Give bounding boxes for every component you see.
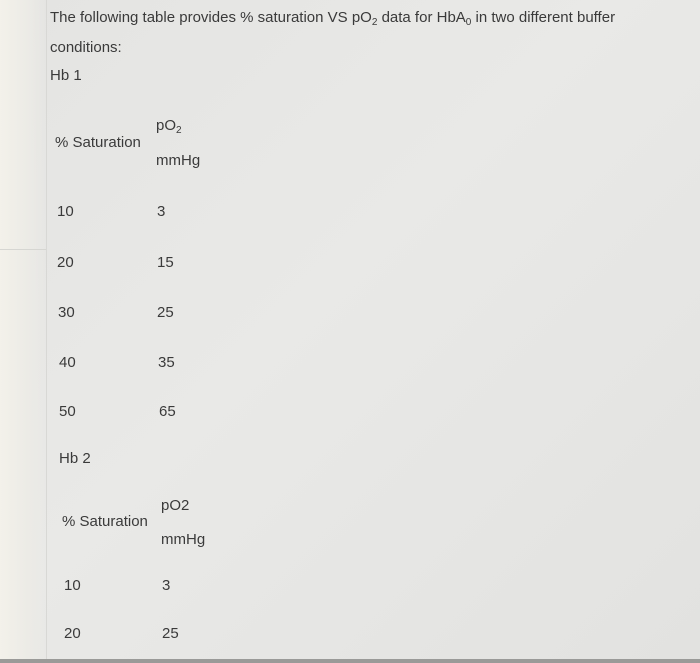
hb2-row1-po2: 3 (162, 577, 171, 594)
hb1-saturation-header: % Saturation (55, 134, 141, 151)
hb1-po2-header: $pO_2$ (156, 117, 182, 136)
hb1-row2-saturation: 20 (57, 254, 74, 271)
left-margin-shade (0, 0, 46, 663)
hb1-row1-po2: 3 (157, 203, 166, 220)
intro-line-2: conditions: (50, 39, 122, 56)
hb1-row1-saturation: 10 (57, 203, 74, 220)
bottom-edge (0, 659, 700, 663)
hb1-row2-po2: 15 (157, 254, 174, 271)
hb1-title: Hb 1 (50, 67, 82, 84)
hb1-po2-unit: mmHg (156, 152, 201, 169)
hb2-po2-unit: mmHg (161, 531, 206, 548)
hb2-saturation-header: % Saturation (62, 513, 148, 530)
hb1-row5-saturation: 50 (59, 403, 76, 420)
hb1-row4-po2: 35 (158, 354, 175, 371)
hb1-row3-saturation: 30 (58, 304, 75, 321)
intro-text (50, 5, 670, 60)
hb2-title: Hb 2 (59, 450, 91, 467)
hb2-po2-header: pO2 (161, 497, 190, 514)
page-edge (46, 0, 47, 663)
hb2-row2-po2: 25 (162, 625, 179, 642)
hb1-row3-po2: 25 (157, 304, 174, 321)
hb1-row4-saturation: 40 (59, 354, 76, 371)
hb2-row1-saturation: 10 (64, 577, 81, 594)
hb2-row2-saturation: 20 (64, 625, 81, 642)
hb1-row5-po2: 65 (159, 403, 176, 420)
intro-line-1: The following table provides % saturation VS $pO_2$ data for HbA$_0$ in two different buffer (50, 9, 616, 28)
margin-line (0, 249, 46, 250)
